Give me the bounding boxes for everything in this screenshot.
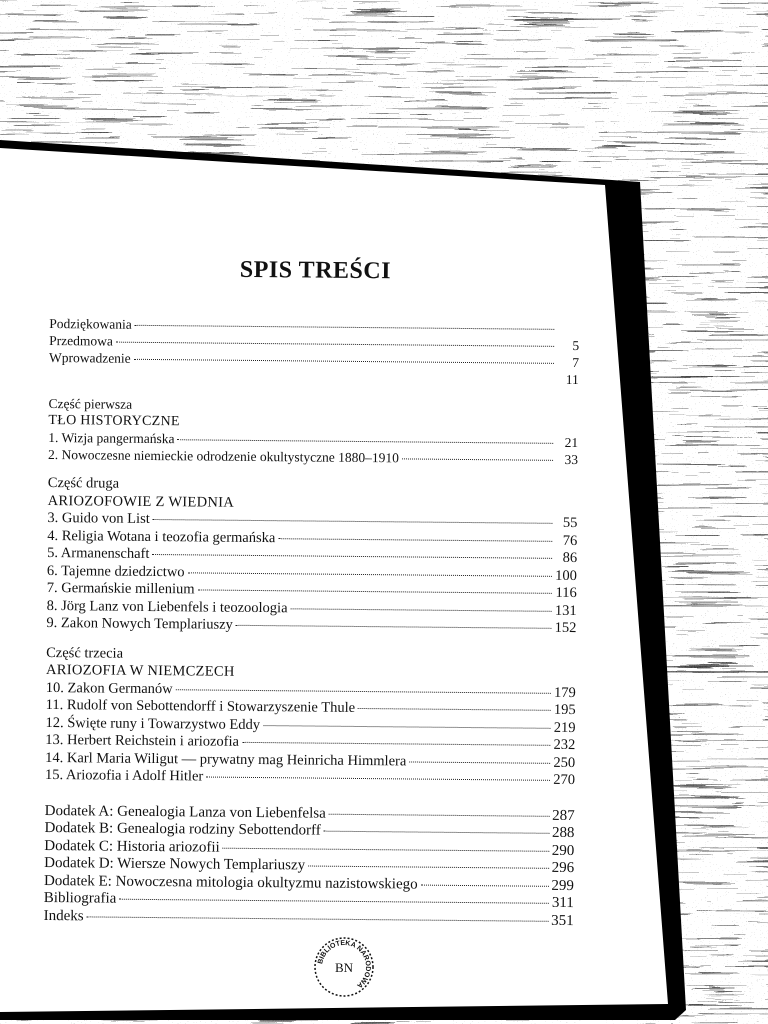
toc-entry-label: Indeks bbox=[43, 907, 84, 924]
part-title: TŁO HISTORYCZNE bbox=[48, 412, 180, 430]
leader-dots bbox=[223, 847, 549, 851]
toc-entry-page: 131 bbox=[554, 602, 577, 619]
toc-entry-page: 21 bbox=[564, 434, 579, 451]
toc-entry-page: 76 bbox=[562, 532, 578, 549]
toc-entry-label: 15. Ariozofia i Adolf Hitler bbox=[44, 766, 204, 785]
toc-entry-page: 290 bbox=[551, 842, 575, 859]
toc-list bbox=[44, 315, 580, 930]
toc-entry-label: 10. Zakon Germanów bbox=[45, 679, 173, 697]
toc-entry-page: 299 bbox=[551, 877, 575, 894]
part-title: ARIOZOFIA W NIEMCZECH bbox=[45, 661, 235, 680]
leader-dots bbox=[87, 916, 548, 921]
toc-entry-label: Dodatek D: Wiersze Nowych Templariuszy bbox=[44, 854, 306, 874]
toc-entry-page: 100 bbox=[555, 567, 578, 584]
toc-entry-page: 250 bbox=[553, 754, 576, 771]
leader-dots bbox=[236, 625, 552, 629]
leader-dots bbox=[134, 359, 554, 364]
leader-dots bbox=[308, 866, 548, 869]
toc-entry-page: 55 bbox=[562, 514, 578, 532]
toc-entry-page: 152 bbox=[554, 619, 577, 637]
toc-entry-page: 116 bbox=[555, 584, 577, 602]
toc-entry-label: 7. Germańskie millenium bbox=[46, 579, 195, 598]
toc-entry-page: 287 bbox=[552, 807, 575, 824]
toc-entry-label: 1. Wizja pangermańska bbox=[48, 429, 175, 447]
leader-dots bbox=[178, 439, 554, 444]
toc-entry-label: 4. Religia Wotana i teozofia germańska bbox=[47, 527, 276, 546]
leader-dots bbox=[402, 458, 553, 460]
leader-dots bbox=[152, 554, 552, 559]
toc-entry-label: Podziękowania bbox=[49, 315, 132, 332]
toc-entry-label: 12. Święte runy i Towarzystwo Eddy bbox=[45, 714, 261, 733]
toc-entry-label: 2. Nowoczesne niemieckie odrodzenie okultystyczne 1880–1910 bbox=[48, 446, 400, 466]
leader-dots bbox=[278, 538, 552, 542]
leader-dots bbox=[153, 519, 553, 524]
toc-entry-label: 8. Jörg Lanz von Liebenfels i teozoologia bbox=[46, 597, 288, 616]
toc-entry-page: 270 bbox=[553, 771, 576, 789]
toc-entry-page: 232 bbox=[553, 736, 576, 754]
leader-dots bbox=[324, 831, 549, 834]
leader-dots bbox=[358, 708, 551, 711]
toc-entry-label: Przedmowa bbox=[49, 332, 113, 349]
toc-entry-label: Dodatek A: Genealogia Lanza von Liebenfelsa bbox=[44, 802, 326, 822]
toc-entry-label: Dodatek C: Historia ariozofii bbox=[44, 837, 220, 856]
toc-entry-label: 5. Armanenschaft bbox=[47, 544, 150, 562]
toc-entry-label: 9. Zakon Nowych Templariuszy bbox=[46, 614, 233, 633]
leader-dots bbox=[116, 342, 554, 347]
leader-dots bbox=[206, 777, 550, 781]
leader-dots bbox=[176, 689, 551, 694]
toc-entry-label: 11. Rudolf von Sebottendorff i Stowarzyszenie Thule bbox=[45, 696, 356, 716]
toc-entry-label: Dodatek B: Genealogia rodziny Sebottendorff bbox=[44, 819, 321, 839]
appendix-list bbox=[44, 802, 575, 930]
toc-entry-label: 14. Karl Maria Wiligut — prywatny mag Heinricha Himmlera bbox=[45, 749, 407, 769]
leader-dots bbox=[198, 589, 552, 593]
stamp-center-text: BN bbox=[334, 960, 354, 975]
leader-dots bbox=[119, 899, 549, 904]
leader-dots bbox=[329, 813, 549, 816]
toc-entry-page: 33 bbox=[564, 451, 579, 468]
part-label: Część druga bbox=[47, 474, 120, 492]
toc-entry-page: 219 bbox=[553, 719, 576, 736]
toc-entry-page: 7 bbox=[572, 355, 580, 371]
leader-dots bbox=[242, 742, 550, 746]
library-stamp bbox=[312, 935, 376, 999]
toc-entry-page: 311 bbox=[551, 894, 574, 912]
leader-dots bbox=[263, 725, 550, 729]
toc-entry-page: 195 bbox=[553, 701, 576, 719]
toc-entry-page: 296 bbox=[551, 859, 575, 877]
toc-entry-page: 288 bbox=[551, 824, 575, 842]
stamp-ring-text: BIBLIOTEKA NARODOWA bbox=[317, 939, 372, 989]
toc-entry-label: 3. Guido von List bbox=[47, 509, 150, 527]
leader-dots bbox=[188, 572, 552, 576]
toc-entry-label: Dodatek E: Nowoczesna mitologia okultyzmu nazistowskiego bbox=[43, 872, 418, 893]
part-label: Część trzecia bbox=[46, 644, 124, 662]
toc-entry-page: 351 bbox=[551, 912, 574, 929]
leader-dots bbox=[421, 884, 549, 886]
toc-entry-page: 5 bbox=[572, 338, 580, 354]
page-title: SPIS TREŚCI bbox=[239, 256, 392, 285]
leader-dots bbox=[409, 761, 550, 763]
toc-entry-label: Wprowadzenie bbox=[48, 349, 131, 366]
toc-orphan-page: 11 bbox=[565, 371, 579, 388]
toc-entry-label: 13. Herbert Reichstein i ariozofia bbox=[45, 731, 240, 750]
toc-entry-label: Bibliografia bbox=[43, 889, 117, 907]
toc-entry-label: 6. Tajemne dziedzictwo bbox=[46, 562, 185, 580]
leader-dots bbox=[291, 608, 552, 612]
part-title: ARIOZOFOWIE Z WIEDNIA bbox=[47, 492, 235, 511]
part-label: Część pierwsza bbox=[48, 395, 133, 412]
leader-dots bbox=[135, 325, 555, 330]
toc-entry-page: 86 bbox=[562, 549, 578, 567]
toc-entry-page: 179 bbox=[553, 684, 576, 701]
